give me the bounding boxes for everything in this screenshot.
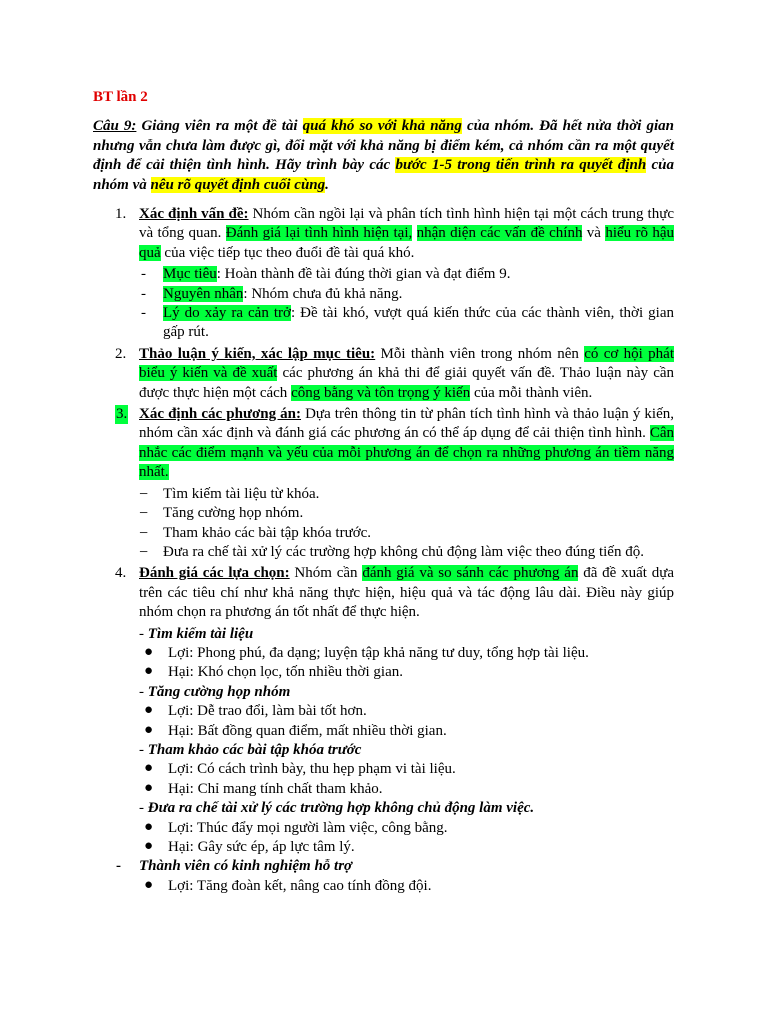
sub-item xyxy=(141,265,674,284)
con-item xyxy=(144,779,674,799)
highlight-green: Lý do xảy ra cản trở xyxy=(163,305,291,322)
step-3 xyxy=(116,405,674,483)
step-number: 3. xyxy=(115,405,128,424)
step-number: 4. xyxy=(115,565,127,582)
dash-marker: − xyxy=(139,505,149,523)
option-name: Tăng cường họp nhóm xyxy=(147,683,291,700)
step-term: Xác định vấn đề: xyxy=(139,206,249,222)
option-text: Tham khảo các bài tập khóa trước. xyxy=(163,524,372,541)
dash-marker: - xyxy=(139,683,148,700)
step-1 xyxy=(115,205,674,263)
dash-marker: - xyxy=(141,285,146,302)
option-heading xyxy=(139,741,768,760)
option-item xyxy=(139,485,674,504)
option-item xyxy=(139,524,674,543)
highlight-green: Cân nhắc các điểm mạnh và yếu của mỗi phương án để chọn ra những phương án tiềm năng nhất. xyxy=(139,425,674,481)
step-number: 1. xyxy=(115,206,127,222)
step-text xyxy=(412,225,416,241)
sub-item-text: : Đề tài khó, vượt quá kiến thức của các thành viên, thời gian gấp rút. xyxy=(163,305,674,341)
step-term: Xác định các phương án: xyxy=(139,406,302,423)
dash-marker: − xyxy=(139,543,149,561)
option-name: Tham khảo các bài tập khóa trước xyxy=(147,741,362,758)
con-item xyxy=(144,721,674,741)
question-text: Giảng viên ra một đề tài xyxy=(136,118,303,134)
option-text: Tăng cường họp nhóm. xyxy=(163,505,304,522)
question-text: của nhóm và xyxy=(93,157,675,193)
steps-list xyxy=(0,205,768,896)
step-text: của việc tiếp tục theo đuổi đề tài quá khó. xyxy=(160,244,415,261)
con-text: Hại: Chỉ mang tính chất tham khảo. xyxy=(168,780,383,797)
pro-item xyxy=(144,760,674,779)
pro-text: Lợi: Tăng đoàn kết, nâng cao tính đồng đội. xyxy=(168,877,432,894)
step-text: đã đề xuất dựa trên các tiêu chí như khả năng thực hiện, hiệu quả và tác động lâu dài. Điều này giúp nhóm chọn ra phương án tốt nhất để thực hiện. xyxy=(139,565,675,621)
highlight-yellow: quá khó so với khả năng xyxy=(302,118,462,134)
pro-item xyxy=(144,876,674,896)
highlight-green: có cơ hội phát biểu ý kiến và đề xuất xyxy=(139,345,675,382)
sub-item xyxy=(141,304,674,343)
pro-text: Lợi: Dễ trao đổi, làm bài tốt hơn. xyxy=(168,703,367,720)
bullet-icon: ● xyxy=(144,663,154,680)
dash-marker: − xyxy=(139,524,149,542)
con-text: Hại: Khó chọn lọc, tốn nhiều thời gian. xyxy=(168,664,403,681)
dash-marker: − xyxy=(139,485,149,503)
con-item xyxy=(144,663,674,682)
bullet-icon: ● xyxy=(144,721,154,738)
dash-marker: - xyxy=(141,305,146,322)
option-item xyxy=(139,504,674,523)
question-text: . xyxy=(325,176,329,193)
step-number: 2. xyxy=(115,345,127,362)
bullet-icon: ● xyxy=(144,760,154,777)
step-term: Thảo luận ý kiến, xác lập mục tiêu: xyxy=(139,345,376,362)
option-heading xyxy=(116,857,768,876)
pro-text: Lợi: Thúc đẩy mọi người làm việc, công bằng. xyxy=(168,819,448,836)
pro-text: Lợi: Phong phú, đa dạng; luyện tập khả năng tư duy, tổng hợp tài liệu. xyxy=(168,644,589,661)
con-text: Hại: Bất đồng quan điểm, mất nhiều thời gian. xyxy=(168,722,447,739)
question-text: của nhóm. Đã hết nửa thời gian nhưng vẫn chưa làm được gì, đối mặt với khả năng bị điểm kém, cả nhóm cần ra một quyết định để cải thiện tình hình. Hãy trình bày các xyxy=(93,118,674,174)
bullet-icon: ● xyxy=(144,838,154,854)
step-text: các phương án khả thi để giải quyết vấn đề. Thảo luận này cần được thực hiện một cách xyxy=(139,365,675,401)
dash-marker: - xyxy=(116,858,121,875)
option-name: Tìm kiếm tài liệu xyxy=(147,625,254,642)
bullet-icon: ● xyxy=(144,818,154,835)
highlight-green: hiểu rõ hậu quả xyxy=(139,225,674,261)
option-heading xyxy=(139,625,768,644)
dash-marker: - xyxy=(139,741,148,758)
dash-marker: - xyxy=(141,266,146,283)
con-text: Hại: Gây sức ép, áp lực tâm lý. xyxy=(168,839,355,855)
sub-item-text: : Hoàn thành đề tài đúng thời gian và đạt điểm 9. xyxy=(216,266,511,283)
bullet-icon: ● xyxy=(144,876,154,893)
step-4 xyxy=(115,564,675,622)
step-text: Mỗi thành viên trong nhóm nên xyxy=(375,345,585,362)
highlight-green: công bằng và tôn trọng ý kiến xyxy=(291,384,471,401)
highlight-green: nhận diện các vấn đề chính xyxy=(416,225,583,242)
con-item xyxy=(144,838,674,857)
document-title: BT lần 2 xyxy=(93,89,148,105)
bullet-icon: ● xyxy=(144,643,154,660)
dash-marker: - xyxy=(139,625,148,642)
highlight-green: Đánh giá lại tình hình hiện tại, xyxy=(225,225,413,242)
highlight-green: Nguyên nhân xyxy=(163,285,244,302)
highlight-yellow: bước 1-5 trong tiến trình ra quyết định xyxy=(395,157,647,174)
highlight-yellow: nêu rõ quyết định cuối cùng xyxy=(150,176,326,193)
sub-item xyxy=(141,285,674,304)
step-2 xyxy=(115,345,675,403)
pro-item xyxy=(144,643,674,663)
option-heading xyxy=(139,683,768,702)
step-text: của mỗi thành viên. xyxy=(470,384,593,401)
step-term: Đánh giá các lựa chọn: xyxy=(139,565,290,582)
option-text: Tìm kiếm tài liệu từ khóa. xyxy=(163,485,320,502)
step-text: Dựa trên thông tin từ phân tích tình hình và thảo luận ý kiến, nhóm cần xác định và đánh giá các phương án có thể áp dụng để cải thiện tình hình. xyxy=(139,406,674,442)
step-text: Nhóm cần xyxy=(289,565,363,582)
pro-item xyxy=(144,818,674,838)
bullet-icon: ● xyxy=(144,779,154,796)
pro-text: Lợi: Có cách trình bày, thu hẹp phạm vi tài liệu. xyxy=(168,761,456,778)
bullet-icon: ● xyxy=(144,702,154,719)
step-text: Nhóm cần ngồi lại và phân tích tình hình hiện tại một cách trung thực và tổng quan. xyxy=(139,206,674,242)
option-text: Đưa ra chế tài xử lý các trường hợp không chủ động làm việc theo đúng tiến độ. xyxy=(163,543,644,560)
highlight-green: Mục tiêu xyxy=(163,266,217,283)
pro-item xyxy=(144,702,674,721)
option-name: Đưa ra chế tài xử lý các trường hợp không chủ động làm việc. xyxy=(147,800,535,817)
highlight-green: đánh giá và so sánh các phương án xyxy=(362,565,579,582)
dash-marker: - xyxy=(139,800,148,817)
sub-item-text: : Nhóm chưa đủ khả năng. xyxy=(243,285,403,302)
option-name: Thành viên có kinh nghiệm hỗ trợ xyxy=(139,858,353,875)
question-paragraph xyxy=(93,117,674,195)
question-label: Câu 9: xyxy=(93,118,137,134)
option-item xyxy=(139,543,674,562)
option-heading xyxy=(139,799,768,818)
step-text: và xyxy=(582,225,606,242)
